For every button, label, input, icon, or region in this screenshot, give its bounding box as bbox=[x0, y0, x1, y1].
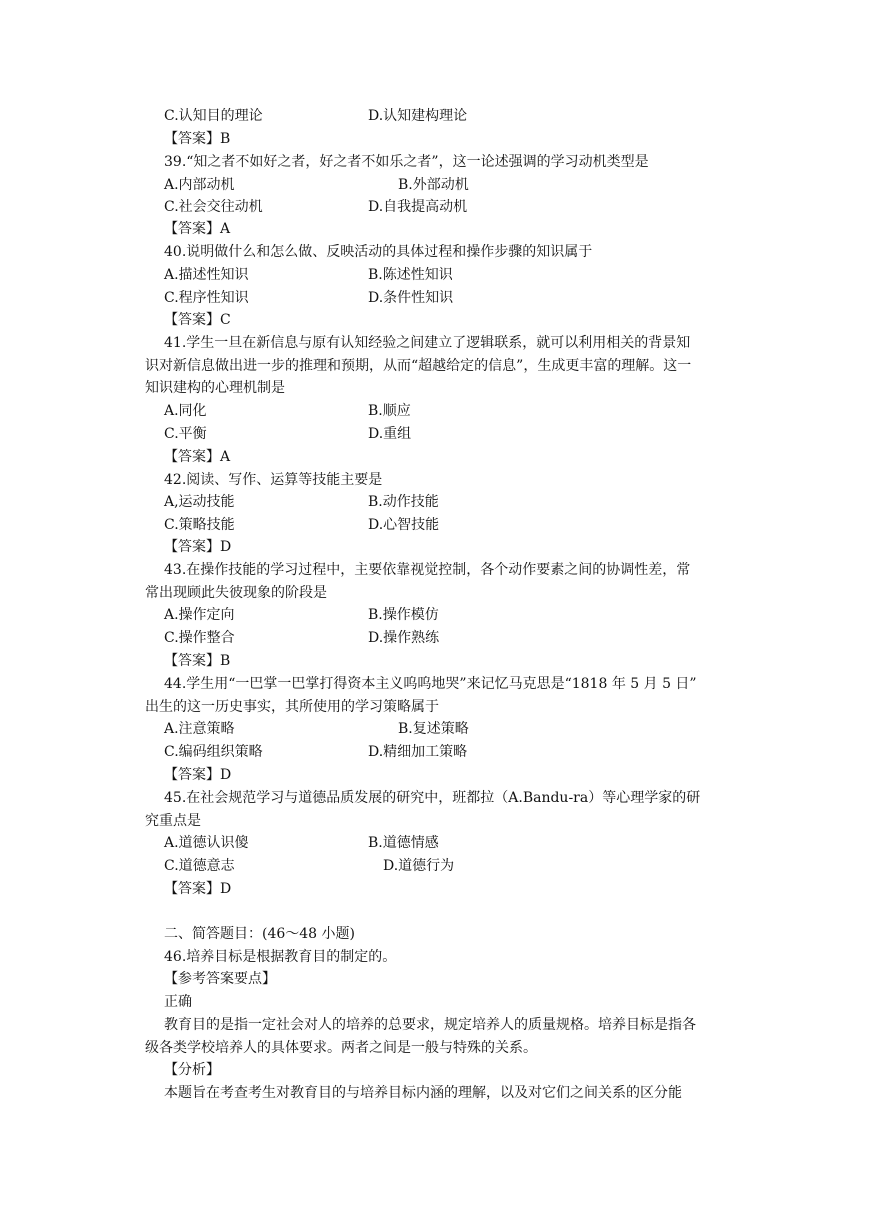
question-45: 45.在社会规范学习与道德品质发展的研究中，班都拉（A.Bandu-ra）等心理学家的研 bbox=[164, 790, 701, 806]
answer: 【答案】B bbox=[164, 131, 231, 147]
question-41-cont: 知识建构的心理机制是 bbox=[145, 380, 285, 396]
option-a: A.操作定向 bbox=[164, 607, 235, 623]
question-40: 40.说明做什么和怎么做、反映活动的具体过程和操作步骤的知识属于 bbox=[164, 244, 593, 260]
question-44-cont: 出生的这一历史事实，其所使用的学习策略属于 bbox=[145, 699, 439, 715]
option-d: D.道德行为 bbox=[383, 858, 455, 874]
option-b: B.外部动机 bbox=[398, 177, 469, 193]
reference-heading: 【参考答案要点】 bbox=[164, 971, 276, 987]
question-42: 42.阅读、写作、运算等技能主要是 bbox=[164, 472, 383, 488]
option-b: B.顺应 bbox=[368, 403, 411, 419]
option-c: C.操作整合 bbox=[164, 630, 235, 646]
option-d: D.认知建构理论 bbox=[368, 108, 468, 124]
question-41-cont: 识对新信息做出进一步的推理和预期，从而“超越给定的信息”，生成更丰富的理解。这一 bbox=[145, 358, 692, 374]
option-d: D.条件性知识 bbox=[368, 290, 454, 306]
option-d: D.操作熟练 bbox=[368, 630, 440, 646]
option-a: A,运动技能 bbox=[164, 494, 235, 510]
option-d: D.心智技能 bbox=[368, 517, 440, 533]
answer: 【答案】D bbox=[164, 539, 232, 555]
option-d: D.重组 bbox=[368, 426, 412, 442]
question-43-cont: 常出现顾此失彼现象的阶段是 bbox=[145, 585, 327, 601]
option-b: B.道德情感 bbox=[368, 835, 439, 851]
option-c: C.平衡 bbox=[164, 426, 207, 442]
answer: 【答案】A bbox=[164, 449, 231, 465]
question-45-cont: 究重点是 bbox=[145, 813, 201, 829]
question-41: 41.学生一旦在新信息与原有认知经验之间建立了逻辑联系，就可以利用相关的背景知 bbox=[164, 335, 691, 351]
option-a: A.同化 bbox=[164, 403, 207, 419]
question-43: 43.在操作技能的学习过程中，主要依靠视觉控制，各个动作要素之间的协调性差，常 bbox=[164, 562, 691, 578]
answer: 【答案】D bbox=[164, 881, 232, 897]
option-b: B.操作模仿 bbox=[368, 607, 439, 623]
option-b: B.复述策略 bbox=[398, 721, 469, 737]
answer: 【答案】A bbox=[164, 221, 231, 237]
option-c: C.社会交往动机 bbox=[164, 199, 263, 215]
option-a: A.内部动机 bbox=[164, 177, 235, 193]
analysis-text: 本题旨在考查考生对教育目的与培养目标内涵的理解，以及对它们之间关系的区分能 bbox=[164, 1085, 682, 1101]
analysis-heading: 【分析】 bbox=[164, 1062, 220, 1078]
option-c: C.认知目的理论 bbox=[164, 108, 263, 124]
option-a: A.注意策略 bbox=[164, 721, 235, 737]
option-b: B.动作技能 bbox=[368, 494, 439, 510]
answer-correct: 正确 bbox=[164, 994, 192, 1010]
option-a: A.道德认识傻 bbox=[164, 835, 249, 851]
option-b: B.陈述性知识 bbox=[368, 267, 453, 283]
option-c: C.策略技能 bbox=[164, 517, 235, 533]
option-a: A.描述性知识 bbox=[164, 267, 249, 283]
option-d: D.精细加工策略 bbox=[368, 744, 468, 760]
option-c: C.编码组织策略 bbox=[164, 744, 263, 760]
question-46: 46.培养目标是根据教育目的制定的。 bbox=[164, 949, 397, 965]
answer: 【答案】D bbox=[164, 767, 232, 783]
explanation-text-cont: 级各类学校培养人的具体要求。两者之间是一般与特殊的关系。 bbox=[145, 1040, 537, 1056]
option-d: D.自我提高动机 bbox=[368, 199, 468, 215]
question-44: 44.学生用“一巴掌一巴掌打得资本主义呜呜地哭”来记忆马克思是“1818 年 5 月 5 日” bbox=[164, 676, 697, 692]
option-c: C.道德意志 bbox=[164, 858, 235, 874]
answer: 【答案】C bbox=[164, 312, 231, 328]
option-c: C.程序性知识 bbox=[164, 290, 249, 306]
question-39: 39.“知之者不如好之者，好之者不如乐之者”，这一论述强调的学习动机类型是 bbox=[164, 154, 649, 170]
answer: 【答案】B bbox=[164, 653, 231, 669]
section-heading: 二、简答题目：(46～48 小题) bbox=[164, 926, 356, 942]
explanation-text: 教育目的是指一定社会对人的培养的总要求，规定培养人的质量规格。培养目标是指各 bbox=[164, 1017, 696, 1033]
